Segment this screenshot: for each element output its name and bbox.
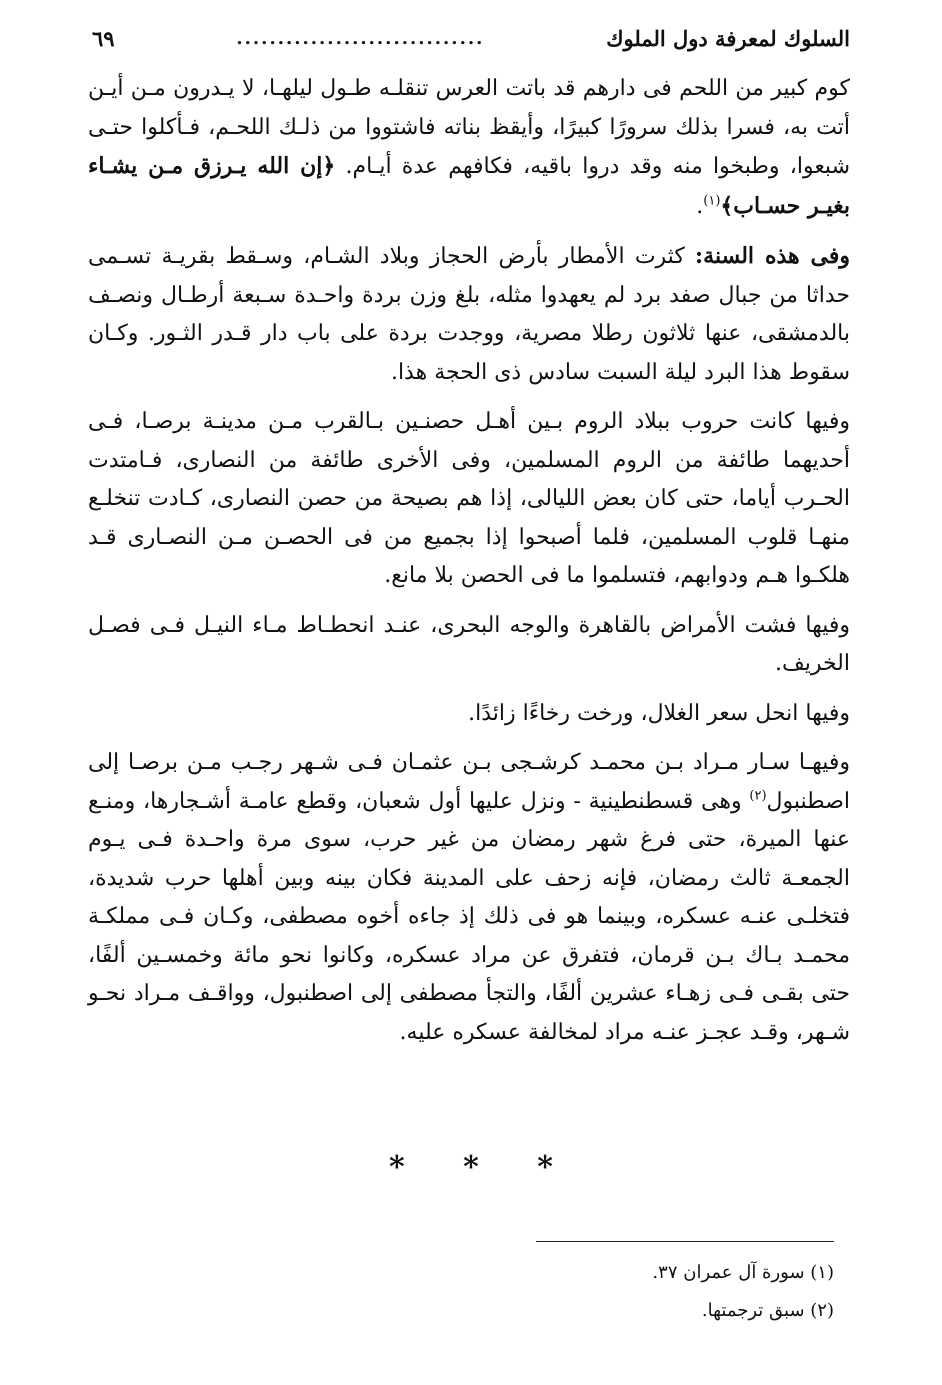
paragraph-text: كوم كبير من اللحم فى دارهم قد باتت العرس تنقلـه طـول ليلهـا، لا يـدرون مـن أيـن أتت به، فسرا بذلك سرورًا كبيرًا، وأيقظ بناته فاشتووا من ذلـك اللحـم، فـأكلوا حتـى شبعوا، وطبخوا منه وقد دروا باقيه، فكافهم عدة أيـام. (88, 76, 851, 179)
paragraph-text-b: وهى قسطنطينية - ونزل عليها أول شعبان، وقطع عامـة أشـجارها، ومنـع عنها الميرة، حتى فرغ شهر رمضان من غير حرب، سوى مرة واحـدة فـى يـوم الجمعـة ثالث رمضان، فإنه زحف على المدينة فكان بينه وبين أهلها حرب شديدة، فتخلـى عنـه عسكره، وبينما هو فى ذلك إذ جاءه أخوه مصطفى، وكـان فـى مملكـة محمـد بـاك بـن قرمان، فتفرق عن مراد عسكره، وكانوا نحو مائة وخمسـين ألفًا، حتى بقـى فـى زهـاء عشرين ألفًا، والتجأ مصطفى إلى اصطنبول، وواقـف مـراد نحـو شـهر، وقـد عجـز عنـه مراد لمخالفة عسكره عليه. (88, 788, 850, 1045)
leader-dots: .............................. (236, 27, 485, 49)
quran-quote: ﴿إن الله يـرزق مـن يشـاء بغيـر حسـاب﴾ (88, 153, 850, 219)
footnote-1: (١) سورة آل عمران ٣٧. (652, 1262, 834, 1283)
paragraph-end: . (696, 193, 704, 219)
paragraph-3 (88, 403, 850, 596)
footnote-ref-2: (٢) (749, 788, 767, 804)
paragraph-2 (88, 237, 850, 392)
paragraph-5 (88, 695, 850, 734)
footnote-ref-1: (١) (703, 193, 721, 209)
main-text (88, 70, 850, 1052)
footnotes (200, 1254, 834, 1330)
running-header (92, 20, 850, 56)
section-lead: وفى هذه السنة: (695, 243, 851, 269)
footnote-2: (٢) سبق ترجمتها. (701, 1300, 834, 1321)
paragraph-text: وفيها فشت الأمراض بالقاهرة والوجه البحرى، عنـد انحطـاط مـاء النيـل فـى فصـل الخريف. (88, 612, 850, 676)
paragraph-6 (88, 744, 850, 1052)
paragraph-text: كثرت الأمطار بأرض الحجاز وبلاد الشـام، وسـقط بقريـة تسـمى حداثا من جبال صفد برد لم يعهدوا مثله، بلغ وزن بردة واحـدة سـبعة أرطـال ونصـف بالدمشقى، عنها ثلاثون رطلا مصرية، ووجدت بردة على باب دار قـدر الثـور. وكـان سقوط هذا البرد ليلة السبت سادس ذى الحجة هذا. (88, 244, 850, 385)
paragraph-1 (88, 70, 850, 226)
page-number: ٦٩ (92, 25, 115, 51)
paragraph-text-a: وفيهـا سـار مـراد بـن محمـد كرشـجى بـن عثمـان فـى شـهر رجـب مـن برصـا إلى اصطنبول (88, 750, 850, 814)
paragraph-4 (88, 607, 850, 684)
paragraph-text: وفيها كانت حروب ببلاد الروم بـين أهـل حصنـين بـالقرب مـن مدينـة برصـا، فـى أحديهما طائفة من الروم المسلمين، وفى الأخرى طائفة من النصارى، فـامتدت الحـرب أياما، حتى كان بعض الليالى، إذا هم بصيحة من حصن النصارى، كـادت تنخلـع منهـا قلوب المسلمين، فلما أصبحوا إذا بجميع من فى الحصـن مـن النصـارى قـد هلكـوا هـم ودوابهم، فتسلموا ما فى الحصن بلا مانع. (88, 409, 850, 588)
footnote-divider (536, 1241, 834, 1242)
section-separator: * * * (389, 1150, 577, 1185)
running-title: السلوك لمعرفة دول الملوك (606, 25, 850, 51)
paragraph-text: وفيها انحل سعر الغلال، ورخت رخاءًا زائدًا. (468, 700, 850, 726)
